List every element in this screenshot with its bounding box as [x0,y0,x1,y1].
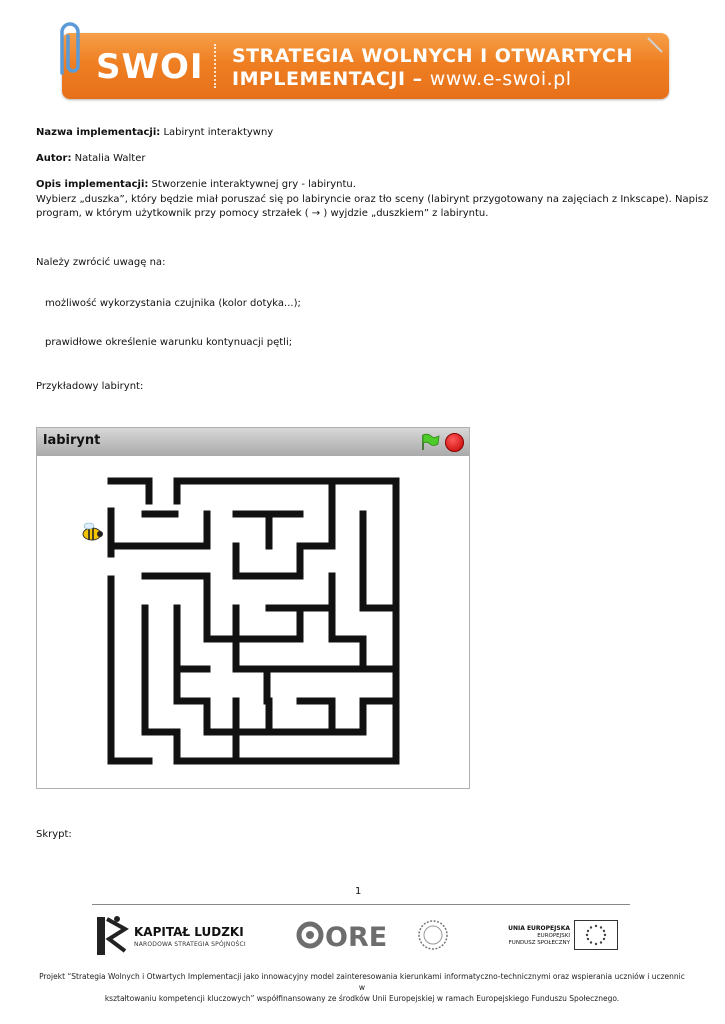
banner-corner-mark [646,36,666,56]
maze-window [36,427,470,789]
project-footer-line1: Projekt “Strategia Wolnych i Otwartych Implementacji jako innowacyjny model zainteresowania kierunkami informatyczno-technicznymi oraz wspierania uczniów i uczennic w [39,972,685,992]
maze-title: labirynt [43,433,101,448]
description-value: Stworzenie interaktywnej gry - labiryntu. [148,179,356,190]
project-footer-line2: kształtowaniu kompetencji kluczowych” współfinansowany ze środków Unii Europejskiej w ramach Europejskiego Funduszu Społecznego. [104,994,620,1003]
ore-logo [297,920,388,953]
eu-text-line2: EUROPEJSKI [537,933,570,939]
description-line2: Wybierz „duszka”, który będzie miał poruszać się po labiryncie oraz tło sceny (labirynt przygotowany na zajęciach z Inkscape). Napisz [36,194,709,205]
banner-dash: – [405,68,430,90]
logo [96,47,204,87]
maze-stage [37,456,469,788]
author-value: Natalia Walter [71,153,146,164]
script-label: Skrypt: [36,829,72,840]
kapital-ludzki-logo-icon [95,913,131,959]
implementation-name [36,125,273,140]
description-label: Opis implementacji: [36,179,149,190]
author-label: Autor: [36,153,72,164]
stop-button[interactable] [445,433,464,452]
banner-title-line2 [232,68,571,90]
logo-oi-text: OI [160,47,204,87]
banner-title-implementacji: IMPLEMENTACJI [232,68,406,90]
author [36,151,146,166]
page-number: 1 [355,886,362,897]
green-flag-icon[interactable] [420,433,440,451]
eu-text-line3: FUNDUSZ SPOŁECZNY [508,940,570,946]
eu-text-line1: UNIA EUROPEJSKA [508,925,570,932]
logo-sw-text: SW [96,47,160,87]
implementation-name-label: Nazwa implementacji: [36,127,161,138]
paperclip-icon [52,18,86,78]
note-intro: Należy zwrócić uwagę na: [36,257,166,268]
logo-separator [214,44,216,88]
efs-circle-logo-icon [416,918,450,952]
implementation-name-value: Labirynt interaktywny [160,127,274,138]
banner-url[interactable]: www.e-swoi.pl [429,68,572,90]
bee-sprite-icon[interactable] [83,523,103,540]
kapital-ludzki-title: KAPITAŁ LUDZKI [134,925,244,939]
maze-titlebar [37,428,469,456]
note-item-1: możliwość wykorzystania czujnika (kolor dotyka...); [45,298,301,309]
eu-flag-icon [574,920,618,950]
kapital-ludzki-subtitle: NARODOWA STRATEGIA SPÓJNOŚCI [134,941,246,948]
example-label: Przykładowy labirynt: [36,381,144,392]
banner-title-line1: STRATEGIA WOLNYCH I OTWARTYCH [232,45,633,67]
maze-walls [111,481,396,761]
description [36,177,356,192]
ore-logo-text: ORE [325,922,388,953]
project-footer-text [36,971,688,1004]
footer-divider [92,904,630,905]
note-item-2: prawidłowe określenie warunku kontynuacji pętli; [45,337,293,348]
description-line3: program, w którym użytkownik przy pomocy strzałek ( → ) wyjdzie „duszkiem” z labiryntu. [36,208,489,219]
